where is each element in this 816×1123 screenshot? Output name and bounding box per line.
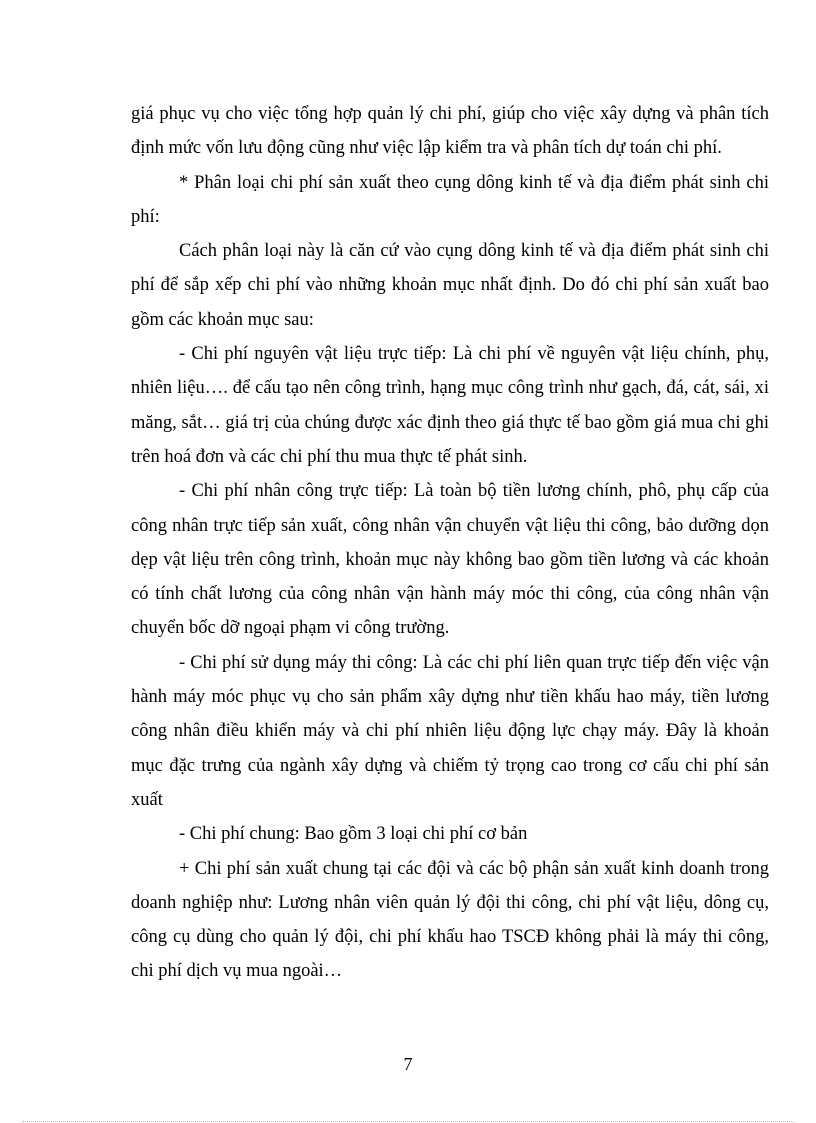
paragraph-direct-materials: - Chi phí nguyên vật liệu trực tiếp: Là chi phí về nguyên vật liệu chính, phụ, nhiên liệu…. để cấu tạo nên công trình, hạng mục công trình như gạch, đá, cát, sái, xi măng, sắt… giá trị của chúng được xác định theo giá thực tế bao gồm giá mua chi ghi trên hoá đơn và các chi phí thu mua thực tế phát sinh.: [131, 344, 769, 467]
paragraph-direct-labor: - Chi phí nhân công trực tiếp: Là toàn bộ tiền lương chính, phô, phụ cấp của công nhân trực tiếp sản xuất, công nhân vận chuyển vật liệu thi công, bảo dưỡng dọn dẹp vật liệu trên công trình, khoản mục này không bao gồm tiền lương và các khoản có tính chất lương của công nhân vận hành máy móc thi công, của công nhân vận chuyển bốc dỡ ngoại phạm vi công trường.: [131, 481, 769, 639]
paragraph-machine-usage: - Chi phí sử dụng máy thi công: Là các chi phí liên quan trực tiếp đến việc vận hành máy móc phục vụ cho sản phẩm xây dựng như tiền khấu hao máy, tiền lương công nhân điều khiển máy và chi phí nhiên liệu động lực chạy máy. Đây là khoản mục đặc trưng của ngành xây dựng và chiếm tỷ trọng cao trong cơ cấu chi phí sản xuất: [131, 652, 769, 810]
page-number: 7: [403, 1054, 413, 1074]
paragraph-production-overhead: + Chi phí sản xuất chung tại các đội và các bộ phận sản xuất kinh doanh trong doanh nghiệp như: Lương nhân viên quản lý đội thi công, chi phí vật liệu, dông cụ, công cụ dùng cho quản lý đội, chi phí khấu hao TSCĐ không phải là máy thi công, chi phí dịch vụ mua ngoài…: [131, 858, 769, 982]
paragraph-classification-intro: Cách phân loại này là căn cứ vào cụng dông kinh tế và địa điểm phát sinh chi phí để sắp xếp chi phí vào những khoản mục nhất định. Do đó chi phí sản xuất bao gồm các khoản mục sau:: [131, 241, 769, 330]
footer-divider: [22, 1121, 794, 1122]
paragraph-continuation: giá phục vụ cho việc tổng hợp quản lý chi phí, giúp cho việc xây dựng và phân tích định mức vốn lưu động cũng như việc lập kiểm tra và phân tích dự toán chi phí.: [131, 104, 769, 159]
paragraph-section-heading: * Phân loại chi phí sản xuất theo cụng dông kinh tế và địa điểm phát sinh chi phí:: [131, 172, 769, 227]
body-text: [131, 97, 769, 989]
paragraph-general-costs: - Chi phí chung: Bao gồm 3 loại chi phí cơ bản: [179, 824, 528, 845]
